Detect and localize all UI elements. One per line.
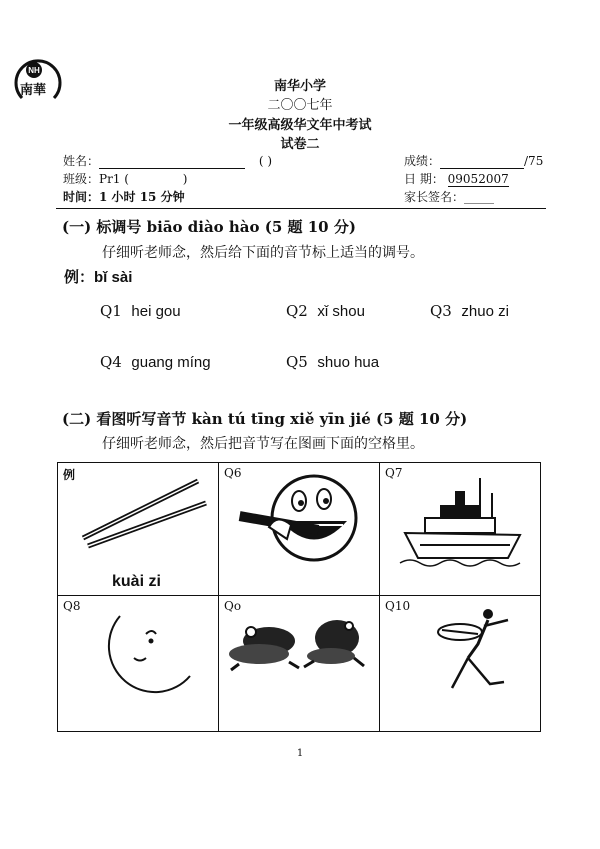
example-label: 例： bbox=[64, 268, 95, 286]
score-blank bbox=[440, 154, 524, 169]
score-label: 成绩： bbox=[404, 154, 441, 168]
page-number: 1 bbox=[296, 748, 304, 759]
cell-label: Q10 bbox=[385, 599, 411, 613]
date-label: 日 期： bbox=[404, 172, 444, 186]
class-close: ) bbox=[182, 172, 188, 186]
cell-label: Q6 bbox=[224, 466, 242, 480]
date-field bbox=[404, 170, 509, 187]
parent-blank: _____ bbox=[464, 190, 495, 204]
header-divider bbox=[56, 208, 546, 209]
section1-title: (一) 标调号 biāo diào hào (5 题 10 分) bbox=[62, 218, 356, 236]
parent-field bbox=[404, 188, 494, 205]
date-value: 09052007 bbox=[447, 172, 509, 186]
example-answer: kuài zi bbox=[112, 573, 161, 590]
section1-example bbox=[64, 266, 132, 287]
school-name: 南华小学 bbox=[273, 79, 326, 94]
class-field bbox=[63, 170, 187, 187]
cell-label: Qo bbox=[224, 599, 242, 613]
score-total: /75 bbox=[524, 154, 544, 168]
logo-name: 南華 bbox=[19, 83, 47, 98]
question-q1: Q1 hei gou bbox=[100, 302, 181, 320]
cell-label: Q7 bbox=[385, 466, 403, 480]
exam-year: 二〇〇七年 bbox=[267, 98, 333, 113]
time-field: 时间：1 小时 15 分钟 bbox=[63, 190, 185, 204]
exam-title: 一年级高级华文年中考试 bbox=[228, 118, 372, 133]
cell-label: 例 bbox=[63, 468, 76, 482]
crescent-moon-icon bbox=[58, 596, 219, 731]
frogs-icon bbox=[219, 596, 380, 731]
grid-cell-q8 bbox=[58, 596, 219, 732]
section1-instruction: 仔细听老师念，然后给下面的音节标上适当的调号。 bbox=[102, 245, 424, 261]
example-value: bǐ sài bbox=[94, 269, 133, 286]
question-q4: Q4 guang míng bbox=[100, 353, 211, 371]
grid-cell-example bbox=[58, 463, 219, 596]
score-field bbox=[404, 152, 543, 169]
grid-cell-q9 bbox=[219, 596, 380, 732]
dancer-icon bbox=[380, 596, 541, 731]
name-field bbox=[63, 152, 272, 169]
name-blank bbox=[99, 154, 245, 169]
section2-title: (二) 看图听写音节 kàn tú tīng xiě yīn jié (5 题 10 分) bbox=[62, 410, 468, 428]
smiling-face-icon bbox=[219, 463, 380, 595]
grid-cell-q6 bbox=[219, 463, 380, 596]
question-q3: Q3 zhuo zi bbox=[430, 302, 509, 320]
paper-title: 试卷二 bbox=[280, 137, 320, 152]
name-label: 姓名： bbox=[63, 154, 100, 168]
question-q5: Q5 shuo hua bbox=[286, 353, 380, 371]
logo-initials: NH bbox=[28, 66, 40, 75]
grid-cell-q7 bbox=[380, 463, 541, 596]
cell-label: Q8 bbox=[63, 599, 81, 613]
picture-grid bbox=[57, 462, 541, 732]
section2-instruction: 仔细听老师念，然后把音节写在图画下面的空格里。 bbox=[102, 436, 424, 452]
class-label: 班级：Pr1 ( bbox=[63, 172, 129, 186]
question-q2: Q2 xǐ shou bbox=[286, 302, 365, 320]
grid-cell-q10 bbox=[380, 596, 541, 732]
name-paren: ( ) bbox=[258, 154, 273, 168]
ship-icon bbox=[380, 463, 541, 595]
parent-label: 家长签名： bbox=[404, 190, 465, 204]
